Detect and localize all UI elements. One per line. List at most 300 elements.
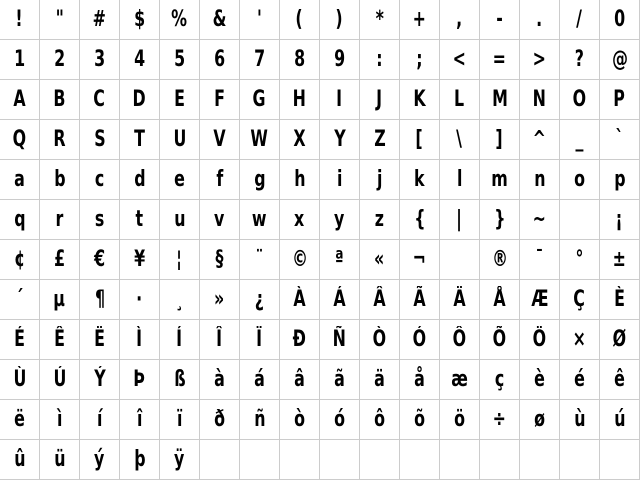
glyph-cell[interactable] [40,160,80,200]
glyph-cell[interactable] [160,240,200,280]
glyph-cell[interactable] [360,200,400,240]
glyph-character: 2 [53,46,66,72]
glyph-cell[interactable] [440,120,480,160]
glyph-cell[interactable] [160,400,200,440]
glyph-character: Ö [532,326,547,352]
glyph-cell[interactable] [120,120,160,160]
glyph-cell[interactable] [80,280,120,320]
glyph-cell[interactable] [280,400,320,440]
glyph-character: " [55,6,64,32]
glyph-cell[interactable] [520,40,560,80]
glyph-character: Ù [13,366,26,392]
glyph-character: c [94,166,105,192]
glyph-cell[interactable] [80,320,120,360]
glyph-cell[interactable] [400,440,440,480]
glyph-character: # [92,6,107,32]
glyph-character: { [413,206,426,232]
glyph-cell[interactable] [280,80,320,120]
glyph-cell[interactable] [240,400,280,440]
glyph-character: q [13,206,26,232]
glyph-character: l [456,166,463,192]
glyph-character: g [253,166,266,192]
glyph-character: Ð [292,326,307,352]
glyph-cell[interactable] [240,200,280,240]
glyph-cell[interactable] [200,280,240,320]
glyph-cell[interactable] [160,360,200,400]
glyph-cell[interactable] [0,360,40,400]
glyph-cell[interactable] [80,120,120,160]
glyph-cell[interactable] [120,320,160,360]
glyph-cell[interactable] [320,40,360,80]
glyph-character: n [533,166,546,192]
glyph-character: b [53,166,66,192]
glyph-character: ü [53,446,66,472]
glyph-cell[interactable] [160,160,200,200]
glyph-cell[interactable] [560,240,600,280]
glyph-cell[interactable] [160,80,200,120]
glyph-cell[interactable] [120,80,160,120]
glyph-character: ¶ [94,286,105,312]
glyph-cell[interactable] [40,0,80,40]
glyph-character: È [614,286,625,312]
glyph-character: Á [333,286,346,312]
glyph-character: : [376,46,383,72]
glyph-character: I [336,86,343,112]
glyph-cell[interactable] [120,400,160,440]
glyph-cell[interactable] [240,0,280,40]
glyph-cell[interactable] [440,400,480,440]
glyph-cell[interactable] [320,160,360,200]
glyph-cell[interactable] [40,440,80,480]
glyph-cell[interactable] [440,280,480,320]
glyph-cell[interactable] [160,120,200,160]
glyph-cell[interactable] [520,240,560,280]
glyph-cell[interactable] [320,400,360,440]
glyph-character: + [412,6,427,32]
glyph-cell[interactable] [440,440,480,480]
glyph-cell[interactable] [320,440,360,480]
glyph-cell[interactable] [0,240,40,280]
glyph-cell[interactable] [0,200,40,240]
glyph-cell[interactable] [120,360,160,400]
glyph-character: Ä [453,286,466,312]
glyph-cell[interactable] [480,400,520,440]
glyph-character: % [171,6,188,32]
glyph-character: - [496,6,503,32]
glyph-cell[interactable] [400,0,440,40]
glyph-character: é [574,366,585,392]
glyph-cell[interactable] [400,240,440,280]
glyph-cell[interactable] [280,320,320,360]
glyph-cell[interactable] [160,280,200,320]
glyph-cell[interactable] [120,240,160,280]
glyph-cell[interactable] [400,80,440,120]
glyph-character: x [294,206,305,232]
glyph-cell[interactable] [200,160,240,200]
glyph-cell[interactable] [120,200,160,240]
glyph-cell[interactable] [360,400,400,440]
glyph-cell[interactable] [600,0,640,40]
glyph-cell[interactable] [40,200,80,240]
glyph-character: & [212,6,227,32]
glyph-character: a [14,166,25,192]
glyph-cell[interactable] [200,240,240,280]
glyph-cell[interactable] [80,200,120,240]
glyph-character: û [13,446,26,472]
glyph-cell[interactable] [240,160,280,200]
glyph-character: ( [295,6,304,32]
glyph-character: Ã [413,286,426,312]
glyph-character: Æ [530,286,549,312]
glyph-cell[interactable] [160,0,200,40]
glyph-character: á [254,366,265,392]
glyph-cell[interactable] [560,0,600,40]
glyph-cell[interactable] [40,80,80,120]
glyph-cell[interactable] [560,40,600,80]
glyph-character: k [414,166,425,192]
glyph-cell[interactable] [280,280,320,320]
glyph-character: > [532,46,547,72]
glyph-cell[interactable] [360,440,400,480]
glyph-character: ? [574,46,585,72]
glyph-character: C [93,86,106,112]
glyph-cell[interactable] [520,200,560,240]
glyph-character: S [93,126,106,152]
glyph-cell[interactable] [360,0,400,40]
glyph-character: Þ [133,366,146,392]
glyph-cell[interactable] [40,40,80,80]
glyph-character: N [532,86,547,112]
glyph-character: í [96,406,103,432]
glyph-character: B [53,86,66,112]
glyph-cell[interactable] [560,120,600,160]
glyph-cell[interactable] [600,160,640,200]
glyph-character: Q [12,126,27,152]
glyph-cell[interactable] [480,80,520,120]
glyph-cell[interactable] [360,320,400,360]
glyph-cell[interactable] [320,0,360,40]
glyph-cell[interactable] [0,400,40,440]
glyph-character: ¥ [133,246,146,272]
glyph-character: § [215,246,224,272]
glyph-character: Ý [93,366,106,392]
glyph-character: à [214,366,225,392]
glyph-cell[interactable] [600,80,640,120]
glyph-character: r [55,206,64,232]
glyph-cell[interactable] [440,0,480,40]
glyph-character: o [574,166,585,192]
glyph-cell[interactable] [560,360,600,400]
glyph-character: Ó [412,326,427,352]
glyph-cell[interactable] [0,80,40,120]
glyph-cell[interactable] [40,320,80,360]
glyph-character: « [374,246,385,272]
glyph-cell[interactable] [360,240,400,280]
glyph-character: ú [613,406,626,432]
glyph-cell[interactable] [560,200,600,240]
glyph-character: € [93,246,106,272]
glyph-character: Î [216,326,223,352]
glyph-cell[interactable] [520,80,560,120]
glyph-cell[interactable] [200,120,240,160]
glyph-cell[interactable] [200,200,240,240]
glyph-cell[interactable] [520,280,560,320]
glyph-character: W [250,126,269,152]
glyph-cell[interactable] [440,80,480,120]
glyph-character: ; [416,46,423,72]
glyph-character: ð [214,406,225,432]
glyph-cell[interactable] [400,400,440,440]
glyph-cell[interactable] [80,400,120,440]
glyph-cell[interactable] [480,280,520,320]
glyph-cell[interactable] [200,0,240,40]
glyph-cell[interactable] [400,360,440,400]
glyph-cell[interactable] [320,80,360,120]
glyph-character: j [376,166,383,192]
glyph-cell[interactable] [440,200,480,240]
glyph-cell[interactable] [480,240,520,280]
glyph-cell[interactable] [280,360,320,400]
glyph-cell[interactable] [80,160,120,200]
glyph-cell[interactable] [320,360,360,400]
glyph-cell[interactable] [120,280,160,320]
glyph-cell[interactable] [80,440,120,480]
glyph-cell[interactable] [120,0,160,40]
glyph-cell[interactable] [200,360,240,400]
glyph-cell[interactable] [80,240,120,280]
glyph-cell[interactable] [600,240,640,280]
glyph-cell[interactable] [600,200,640,240]
glyph-cell[interactable] [440,360,480,400]
glyph-character: ¯ [535,246,544,272]
glyph-cell[interactable] [600,40,640,80]
glyph-cell[interactable] [0,440,40,480]
glyph-character: ÷ [492,406,507,432]
glyph-cell[interactable] [600,120,640,160]
glyph-character: 8 [293,46,306,72]
glyph-cell[interactable] [360,280,400,320]
glyph-cell[interactable] [400,160,440,200]
glyph-character: ' [257,6,262,32]
glyph-cell[interactable] [160,440,200,480]
glyph-cell[interactable] [360,80,400,120]
glyph-character: $ [133,6,146,32]
glyph-character: ñ [253,406,266,432]
glyph-character: 0 [613,6,626,32]
glyph-cell[interactable] [560,80,600,120]
glyph-cell[interactable] [520,440,560,480]
glyph-cell[interactable] [560,400,600,440]
glyph-cell[interactable] [0,120,40,160]
glyph-cell[interactable] [440,160,480,200]
glyph-cell[interactable] [320,240,360,280]
glyph-cell[interactable] [240,80,280,120]
glyph-character: K [413,86,426,112]
glyph-cell[interactable] [480,320,520,360]
glyph-cell[interactable] [520,120,560,160]
glyph-cell[interactable] [360,40,400,80]
glyph-cell[interactable] [520,320,560,360]
glyph-cell[interactable] [240,360,280,400]
glyph-character: ` [615,126,624,152]
glyph-cell[interactable] [320,120,360,160]
glyph-character: d [133,166,146,192]
glyph-cell[interactable] [0,280,40,320]
glyph-cell[interactable] [320,200,360,240]
glyph-cell[interactable] [200,80,240,120]
glyph-cell[interactable] [480,360,520,400]
glyph-cell[interactable] [80,0,120,40]
glyph-character: ß [173,366,186,392]
glyph-cell[interactable] [520,360,560,400]
glyph-cell[interactable] [240,40,280,80]
glyph-cell[interactable] [200,320,240,360]
glyph-cell[interactable] [320,320,360,360]
glyph-cell[interactable] [600,400,640,440]
glyph-cell[interactable] [40,280,80,320]
glyph-cell[interactable] [120,160,160,200]
glyph-cell[interactable] [600,280,640,320]
glyph-cell[interactable] [200,440,240,480]
glyph-cell[interactable] [200,40,240,80]
glyph-cell[interactable] [40,240,80,280]
glyph-character: ë [14,406,25,432]
glyph-character: ¬ [412,246,427,272]
glyph-cell[interactable] [560,280,600,320]
glyph-character: ° [575,246,584,272]
glyph-character: Y [333,126,346,152]
glyph-cell[interactable] [40,120,80,160]
glyph-cell[interactable] [600,360,640,400]
glyph-cell[interactable] [280,0,320,40]
glyph-cell[interactable] [440,240,480,280]
glyph-character: X [293,126,306,152]
glyph-character: A [13,86,26,112]
glyph-character: ô [374,406,385,432]
glyph-cell[interactable] [40,360,80,400]
glyph-cell[interactable] [400,200,440,240]
glyph-character: î [136,406,143,432]
glyph-character: ª [335,246,344,272]
glyph-cell[interactable] [240,120,280,160]
glyph-cell[interactable] [360,160,400,200]
glyph-character: Z [373,126,386,152]
glyph-cell[interactable] [80,80,120,120]
glyph-character: ] [495,126,504,152]
glyph-cell[interactable] [160,200,200,240]
glyph-cell[interactable] [280,240,320,280]
glyph-cell[interactable] [0,160,40,200]
glyph-cell[interactable] [0,0,40,40]
glyph-cell[interactable] [600,320,640,360]
glyph-character: õ [414,406,425,432]
glyph-cell[interactable] [480,120,520,160]
glyph-cell[interactable] [80,360,120,400]
glyph-cell[interactable] [160,320,200,360]
glyph-character: À [293,286,306,312]
glyph-character: ÿ [174,446,185,472]
glyph-character: s [94,206,105,232]
glyph-character: 1 [13,46,26,72]
glyph-character: T [134,126,145,152]
glyph-cell[interactable] [160,40,200,80]
glyph-character: y [334,206,345,232]
glyph-character: Ñ [332,326,347,352]
glyph-cell[interactable] [360,360,400,400]
glyph-cell[interactable] [120,40,160,80]
glyph-cell[interactable] [600,440,640,480]
glyph-cell[interactable] [280,200,320,240]
glyph-cell[interactable] [480,40,520,80]
glyph-cell[interactable] [280,160,320,200]
glyph-character: Õ [492,326,507,352]
glyph-cell[interactable] [520,400,560,440]
glyph-cell[interactable] [240,280,280,320]
glyph-character: 5 [173,46,186,72]
glyph-cell[interactable] [480,160,520,200]
glyph-character: F [214,86,225,112]
glyph-character: 9 [333,46,346,72]
glyph-character: ã [334,366,345,392]
glyph-character: \ [456,126,463,152]
glyph-cell[interactable] [0,320,40,360]
glyph-cell[interactable] [480,440,520,480]
glyph-cell[interactable] [320,280,360,320]
glyph-cell[interactable] [360,120,400,160]
glyph-character: / [576,6,583,32]
glyph-cell[interactable] [400,280,440,320]
glyph-cell[interactable] [400,320,440,360]
glyph-cell[interactable] [560,160,600,200]
glyph-cell[interactable] [240,240,280,280]
glyph-cell[interactable] [520,0,560,40]
glyph-character: þ [133,446,146,472]
glyph-cell[interactable] [280,40,320,80]
glyph-character: Ò [372,326,387,352]
glyph-character: ö [454,406,465,432]
glyph-cell[interactable] [280,440,320,480]
glyph-character: L [454,86,465,112]
glyph-character: Í [176,326,183,352]
glyph-character: P [613,86,626,112]
glyph-cell[interactable] [400,120,440,160]
glyph-character: Å [493,286,506,312]
glyph-cell[interactable] [440,40,480,80]
glyph-cell[interactable] [200,400,240,440]
glyph-cell[interactable] [40,400,80,440]
glyph-cell[interactable] [80,40,120,80]
glyph-cell[interactable] [240,440,280,480]
glyph-character: ç [494,366,505,392]
glyph-cell[interactable] [0,40,40,80]
glyph-cell[interactable] [440,320,480,360]
glyph-cell[interactable] [400,40,440,80]
glyph-cell[interactable] [480,0,520,40]
glyph-cell[interactable] [560,320,600,360]
glyph-character: ® [491,246,508,272]
glyph-cell[interactable] [480,200,520,240]
glyph-character: Ô [452,326,467,352]
glyph-cell[interactable] [520,160,560,200]
glyph-character: U [173,126,186,152]
glyph-character: . [536,6,543,32]
glyph-cell[interactable] [240,320,280,360]
glyph-character: ¡ [615,206,624,232]
glyph-cell[interactable] [280,120,320,160]
glyph-character: ¿ [254,286,265,312]
glyph-cell[interactable] [560,440,600,480]
glyph-cell[interactable] [120,440,160,480]
